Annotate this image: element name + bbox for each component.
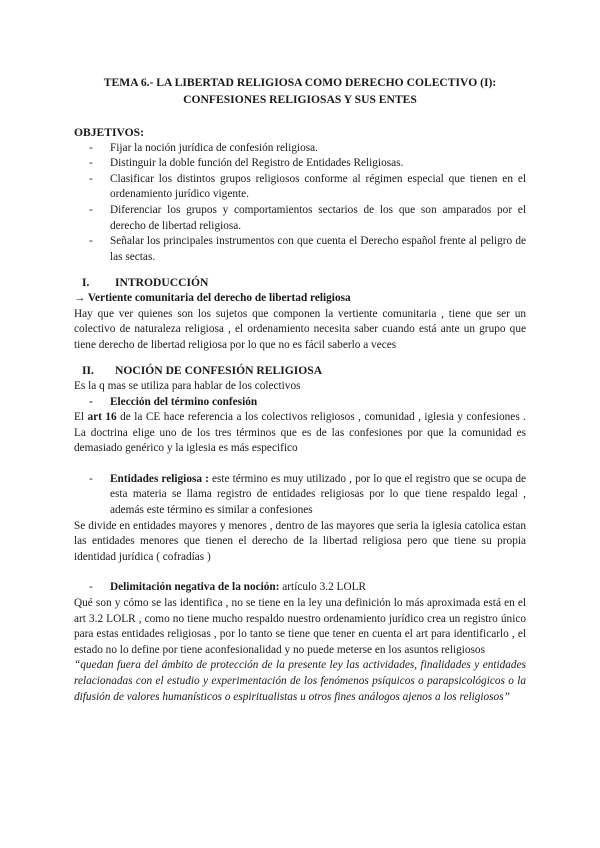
list-item: - Distinguir la doble función del Registro de Entidades Religiosas. bbox=[89, 157, 404, 170]
paragraph-intro: Hay que ver quienes son los sujetos que componen la vertiente comunitaria , tiene que ser un colectivo de naturaleza religiosa , el ordenamiento necesita saber cuando está ante un grupo que tiene derecho de libertad religiosa por lo que no es fácil saberlo a veces bbox=[74, 307, 526, 351]
subheading-delimitacion: - Delimitación negativa de la noción: artículo 3.2 LOLR bbox=[89, 581, 367, 594]
paragraph-nocion-intro: Es la q mas se utiliza para hablar de los colectivos bbox=[74, 379, 301, 392]
paragraph-entidades: Se divide en entidades mayores y menores , dentro de las mayores que seria la iglesia catolica estan las entidades menores que tienen el derecho de la libertad religiosa pero que tiene su propia identidad jurídica ( cofradías ) bbox=[74, 519, 526, 563]
title-line-2: CONFESIONES RELIGIOSAS Y SUS ENTES bbox=[183, 93, 417, 106]
list-item: - Diferenciar los grupos y comportamientos sectarios de los que son amparados por el derecho de libertad religiosa. bbox=[89, 203, 526, 232]
section-heading-nocion: II. NOCIÓN DE CONFESIÓN RELIGIOSA bbox=[82, 364, 323, 378]
page-title bbox=[74, 74, 526, 108]
section-heading-introduccion: I. INTRODUCCIÓN bbox=[82, 276, 209, 290]
objectives-heading: OBJETIVOS: bbox=[74, 126, 144, 139]
list-item: - Fijar la noción jurídica de confesión religiosa. bbox=[89, 141, 318, 154]
subheading-vertiente: → Vertiente comunitaria del derecho de libertad religiosa bbox=[74, 291, 351, 304]
title-line-1: TEMA 6.- LA LIBERTAD RELIGIOSA COMO DERECHO COLECTIVO (I): bbox=[103, 76, 497, 89]
paragraph-delimitacion: Qué son y cómo se las identifica , no se tiene en la ley una definición lo más aproximada está en el art 3.2 LOLR , como no tiene mucho respaldo nuestro ordenamiento jurídico crea un registro único para estas entidades religiosas , por lo tanto se tiene que tener en cuenta el art para identificarlo , el estado no lo define por tiene aconfesionalidad y no puede meterse en los asuntos religiosos bbox=[74, 597, 526, 656]
subheading-eleccion: - Elección del término confesión bbox=[89, 395, 258, 408]
subheading-entidades: - Entidades religiosa : este término es muy utilizado , por lo que el registro que se ocupa de esta materia se llama registro de entidades religiosas por lo que tiene respaldo legal , además este término es similar a confesiones bbox=[89, 472, 526, 517]
list-item: - Clasificar los distintos grupos religiosos conforme al régimen especial que tienen en el ordenamiento jurídico vigente. bbox=[89, 172, 526, 201]
quote-lolr: “quedan fuera del ámbito de protección de la presente ley las actividades, finalidades y entidades relacionadas con el estudio y experimentación de los fenómenos psíquicos o parapsicológicos o la difusión de valores humanísticos o espiritualistas u otros fines análogos ajenos a los religiosos” bbox=[74, 659, 526, 703]
list-item: - Señalar los principales instrumentos con que cuenta el Derecho español frente al peligro de las sectas. bbox=[89, 235, 526, 263]
paragraph-eleccion: El art 16 de la CE hace referencia a los colectivos religiosos , comunidad , iglesia y confesiones . La doctrina elige uno de los tres términos que es de las confesiones por que la comunidad es demasiado genérico y la iglesia es más especifico bbox=[74, 411, 526, 455]
objectives-list bbox=[74, 141, 526, 266]
document-page bbox=[74, 74, 526, 705]
